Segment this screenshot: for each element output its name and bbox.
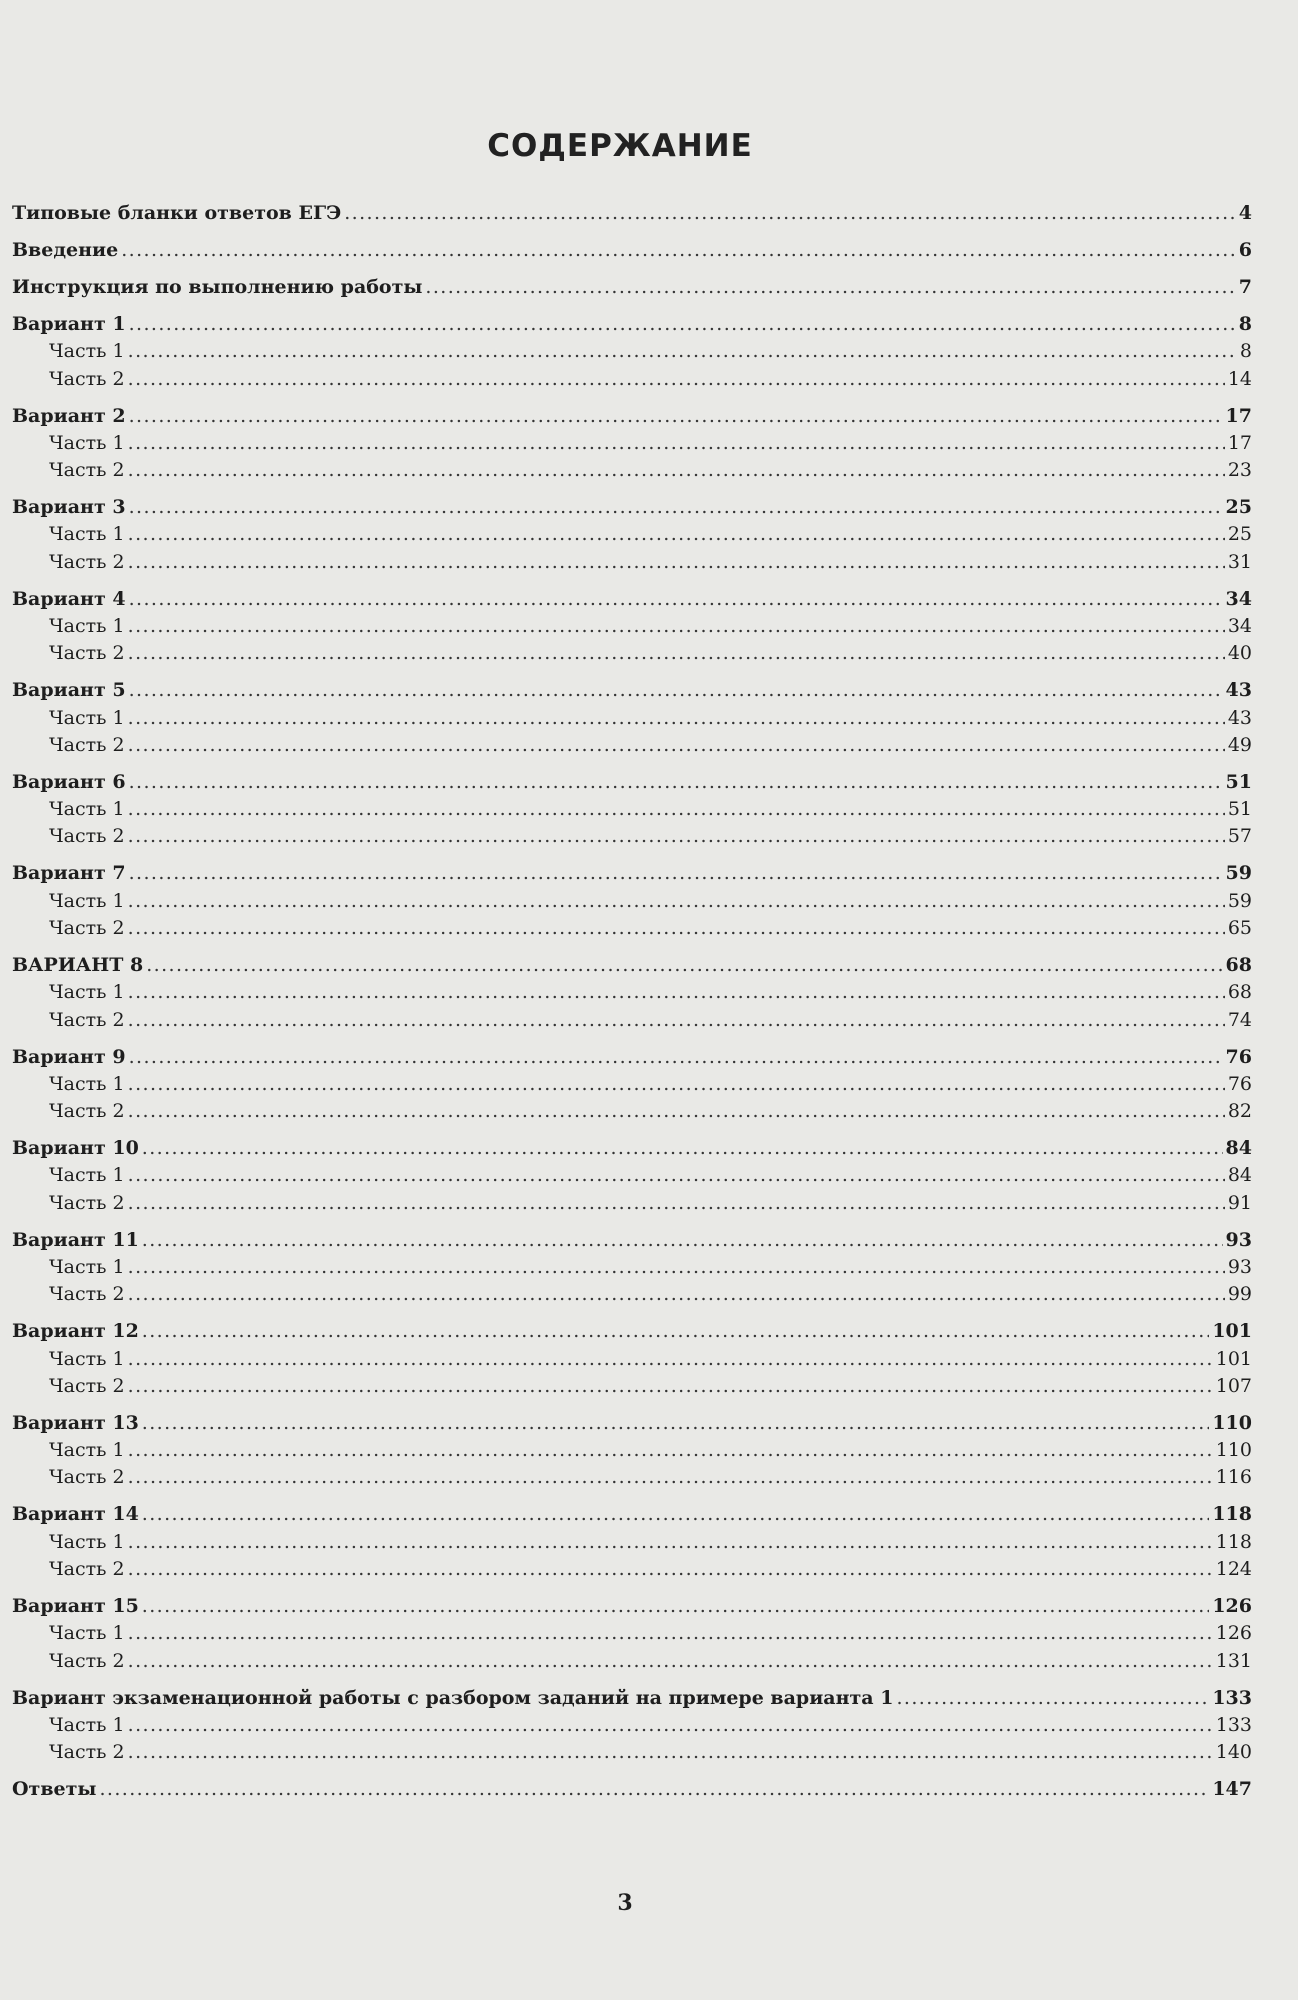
toc-entry-variant — [12, 1593, 1252, 1620]
toc-entry-page: 118 — [1215, 1530, 1252, 1553]
leader-dots — [129, 586, 1223, 613]
toc-entry-page: 133 — [1215, 1713, 1252, 1736]
toc-entry-label: Вариант 4 — [12, 587, 126, 610]
leader-dots — [128, 430, 1225, 457]
toc-entry-label: Часть 2 — [49, 1191, 125, 1214]
toc-entry-page: 118 — [1212, 1503, 1252, 1526]
toc-entry-label: Часть 1 — [49, 889, 125, 912]
toc-entry-part — [12, 888, 1252, 915]
toc-entry-variant — [12, 769, 1252, 796]
toc-entry-part — [12, 1739, 1252, 1766]
toc-entry-page: 51 — [1225, 770, 1252, 793]
leader-dots — [128, 1373, 1213, 1400]
leader-dots — [344, 200, 1236, 227]
leader-dots — [128, 613, 1225, 640]
toc-entry-page: 147 — [1212, 1778, 1252, 1801]
toc-entry-label: Вариант 6 — [12, 770, 126, 793]
toc-entry-page: 126 — [1215, 1622, 1252, 1645]
toc-entry-part — [12, 1529, 1252, 1556]
toc-entry-page: 82 — [1227, 1100, 1252, 1123]
toc-entry-page: 25 — [1227, 523, 1252, 546]
toc-entry-page: 99 — [1227, 1283, 1252, 1306]
leader-dots — [128, 1437, 1213, 1464]
toc-entry-page: 8 — [1238, 312, 1252, 335]
toc-entry-label: Введение — [12, 238, 119, 261]
leader-dots — [129, 311, 1236, 338]
toc-entry-page: 49 — [1227, 733, 1252, 756]
leader-dots — [128, 549, 1225, 576]
leader-dots — [128, 705, 1225, 732]
toc-entry-label: Часть 2 — [49, 1283, 125, 1306]
toc-entry-label: Вариант 14 — [12, 1503, 139, 1526]
toc-entry-page: 6 — [1238, 238, 1252, 261]
toc-entry-part — [12, 732, 1252, 759]
toc-entry-part — [12, 521, 1252, 548]
toc-entry-answers — [12, 1776, 1252, 1803]
leader-dots — [142, 1135, 1223, 1162]
leader-dots — [129, 494, 1223, 521]
toc-entry-label: Часть 2 — [49, 1374, 125, 1397]
leader-dots — [128, 915, 1225, 942]
toc-entry-label: Часть 1 — [49, 431, 125, 454]
leader-dots — [128, 640, 1225, 667]
toc-entry-page: 51 — [1227, 798, 1252, 821]
leader-dots — [128, 732, 1225, 759]
toc-entry-page: 101 — [1215, 1347, 1252, 1370]
leader-dots — [128, 521, 1225, 548]
toc-entry-variant — [12, 403, 1252, 430]
leader-dots — [425, 274, 1235, 301]
toc-entry-page: 43 — [1227, 706, 1252, 729]
toc-entry-part — [12, 1071, 1252, 1098]
toc-entry-label: Ответы — [12, 1778, 97, 1801]
toc-entry-page: 40 — [1227, 642, 1252, 665]
toc-entry-label: Вариант 5 — [12, 679, 126, 702]
toc-entry-label: Часть 1 — [49, 614, 125, 637]
leader-dots — [129, 403, 1223, 430]
toc-entry-page: 43 — [1225, 679, 1252, 702]
leader-dots — [128, 1712, 1213, 1739]
leader-dots — [128, 1620, 1213, 1647]
page-number: 3 — [617, 1890, 633, 1916]
leader-dots — [128, 1190, 1225, 1217]
toc-entry-page: 34 — [1225, 587, 1252, 610]
leader-dots — [142, 1593, 1210, 1620]
leader-dots — [128, 1648, 1213, 1675]
toc-entry-page: 110 — [1215, 1439, 1252, 1462]
toc-entry-page: 140 — [1215, 1741, 1252, 1764]
toc-entry-page: 93 — [1227, 1256, 1252, 1279]
leader-dots — [128, 1464, 1213, 1491]
toc-entry-label: Часть 2 — [49, 1008, 125, 1031]
toc-entry-part — [12, 1556, 1252, 1583]
toc-entry-label: Часть 2 — [49, 1741, 125, 1764]
toc-entry-variant — [12, 1501, 1252, 1528]
toc-entry-label: Вариант 9 — [12, 1045, 126, 1068]
toc-entry-page: 59 — [1225, 862, 1252, 885]
toc-entry-label: Часть 2 — [49, 459, 125, 482]
toc-entry-variant — [12, 1227, 1252, 1254]
toc-entry-page: 84 — [1227, 1164, 1252, 1187]
toc-entry-label: Часть 1 — [49, 981, 125, 1004]
toc-entry-label: Часть 2 — [49, 733, 125, 756]
leader-dots — [128, 1007, 1225, 1034]
toc-entry-part — [12, 1254, 1252, 1281]
toc-entry-page: 31 — [1227, 550, 1252, 573]
toc-entry-page: 133 — [1212, 1686, 1252, 1709]
leader-dots — [128, 1529, 1213, 1556]
toc-entry-label: Часть 2 — [49, 1558, 125, 1581]
toc-entry-label: Вариант 1 — [12, 312, 126, 335]
toc-entry-variant — [12, 1685, 1252, 1712]
toc-entry-part — [12, 430, 1252, 457]
toc-entry-label: Часть 1 — [49, 1439, 125, 1462]
toc-entry-variant — [12, 1410, 1252, 1437]
toc-entry-part — [12, 705, 1252, 732]
toc-entry-page: 4 — [1238, 202, 1252, 224]
toc-entry-variant — [12, 311, 1252, 338]
toc-entry-page: 7 — [1238, 275, 1252, 298]
toc-entry-page: 76 — [1227, 1072, 1252, 1095]
toc-entry-variant — [12, 1135, 1252, 1162]
leader-dots — [128, 1281, 1225, 1308]
toc-entry-variant — [12, 860, 1252, 887]
toc-entry-label: Часть 1 — [49, 1530, 125, 1553]
toc-entry-page: 76 — [1225, 1045, 1252, 1068]
toc-entry-page: 25 — [1225, 496, 1252, 519]
toc-entry-part — [12, 457, 1252, 484]
toc-entry-label: Часть 1 — [49, 1622, 125, 1645]
toc-entry-part — [12, 1464, 1252, 1491]
toc-entry-page: 65 — [1227, 917, 1252, 940]
toc-entry-part — [12, 549, 1252, 576]
leader-dots — [128, 823, 1225, 850]
toc-entry-label: Часть 2 — [49, 917, 125, 940]
toc-variant-list — [12, 311, 1252, 1767]
leader-dots — [142, 1410, 1210, 1437]
leader-dots — [142, 1318, 1210, 1345]
leader-dots — [128, 1739, 1213, 1766]
toc-entry-variant — [12, 1318, 1252, 1345]
toc-entry-page: 107 — [1215, 1374, 1252, 1397]
toc-entry-label: Часть 1 — [49, 1072, 125, 1095]
toc-entry-part — [12, 366, 1252, 393]
toc-entry-page: 34 — [1227, 614, 1252, 637]
toc-entry-variant — [12, 494, 1252, 521]
toc-entry-page: 8 — [1239, 340, 1252, 363]
toc-entry-page: 23 — [1227, 459, 1252, 482]
toc-entry-page: 74 — [1227, 1008, 1252, 1031]
toc-entry-part — [12, 1190, 1252, 1217]
leader-dots — [128, 1254, 1225, 1281]
leader-dots — [128, 1098, 1225, 1125]
leader-dots — [128, 1162, 1225, 1189]
leader-dots — [128, 1556, 1213, 1583]
toc-entry-label: Часть 2 — [49, 550, 125, 573]
toc-entry-label: Вариант 11 — [12, 1228, 139, 1251]
toc-entry-part — [12, 1437, 1252, 1464]
toc-entry-page: 68 — [1225, 954, 1252, 976]
toc-entry-page: 59 — [1227, 889, 1252, 912]
toc-entry-page: 17 — [1227, 431, 1252, 454]
toc-entry-label: Инструкция по выполнению работы — [12, 275, 423, 298]
page-title: СОДЕРЖАНИЕ — [487, 128, 753, 164]
toc-entry-page: 57 — [1227, 825, 1252, 848]
leader-dots — [896, 1685, 1209, 1712]
toc-entry-part — [12, 1098, 1252, 1125]
leader-dots — [146, 952, 1222, 979]
toc-entry-label: Вариант 15 — [12, 1595, 139, 1618]
toc-entry-label: Часть 1 — [49, 1256, 125, 1279]
leader-dots — [99, 1776, 1209, 1803]
leader-dots — [129, 860, 1223, 887]
toc-entry-label: Вариант 10 — [12, 1137, 139, 1160]
table-of-contents — [12, 200, 1252, 1804]
leader-dots — [121, 237, 1236, 264]
toc-entry-label: Часть 1 — [49, 798, 125, 821]
leader-dots — [142, 1227, 1223, 1254]
toc-entry-page: 68 — [1227, 981, 1252, 1004]
toc-entry-label: Часть 2 — [49, 367, 125, 390]
leader-dots — [129, 769, 1223, 796]
toc-entry-label: Часть 1 — [49, 340, 125, 363]
toc-entry-label: Вариант 2 — [12, 404, 126, 427]
toc-entry-answer-forms — [12, 200, 1252, 227]
leader-dots — [128, 1346, 1213, 1373]
toc-entry-part — [12, 1162, 1252, 1189]
toc-entry-page: 91 — [1227, 1191, 1252, 1214]
toc-entry-part — [12, 1712, 1252, 1739]
toc-entry-part — [12, 1281, 1252, 1308]
toc-entry-part — [12, 979, 1252, 1006]
toc-entry-label: Вариант 13 — [12, 1411, 139, 1434]
toc-entry-label: Часть 1 — [49, 523, 125, 546]
toc-entry-introduction — [12, 237, 1252, 264]
toc-entry-part — [12, 1007, 1252, 1034]
leader-dots — [128, 796, 1225, 823]
toc-entry-label: Вариант 12 — [12, 1320, 139, 1343]
toc-entry-label: ВАРИАНТ 8 — [12, 954, 144, 976]
toc-entry-variant — [12, 677, 1252, 704]
leader-dots — [142, 1501, 1210, 1528]
toc-entry-page: 14 — [1227, 367, 1252, 390]
toc-entry-label: Часть 2 — [49, 1466, 125, 1489]
leader-dots — [129, 677, 1223, 704]
toc-entry-part — [12, 823, 1252, 850]
toc-entry-page: 124 — [1215, 1558, 1252, 1581]
toc-entry-page: 110 — [1212, 1411, 1252, 1434]
leader-dots — [128, 888, 1225, 915]
toc-entry-part — [12, 1648, 1252, 1675]
toc-entry-variant — [12, 952, 1252, 979]
toc-entry-label: Часть 1 — [49, 1164, 125, 1187]
toc-entry-part — [12, 1373, 1252, 1400]
toc-entry-variant — [12, 586, 1252, 613]
toc-entry-part — [12, 1620, 1252, 1647]
toc-entry-label: Типовые бланки ответов ЕГЭ — [12, 202, 342, 224]
toc-entry-part — [12, 640, 1252, 667]
leader-dots — [128, 457, 1225, 484]
toc-entry-page: 116 — [1215, 1466, 1252, 1489]
toc-entry-page: 17 — [1225, 404, 1252, 427]
leader-dots — [129, 1044, 1223, 1071]
toc-entry-label: Вариант 3 — [12, 496, 126, 519]
toc-entry-label: Часть 2 — [49, 825, 125, 848]
leader-dots — [128, 338, 1237, 365]
toc-entry-part — [12, 1346, 1252, 1373]
toc-entry-label: Часть 1 — [49, 1713, 125, 1736]
toc-entry-label: Часть 1 — [49, 1347, 125, 1370]
toc-entry-page: 93 — [1225, 1228, 1252, 1251]
toc-entry-label: Вариант 7 — [12, 862, 126, 885]
toc-entry-part — [12, 915, 1252, 942]
leader-dots — [128, 366, 1225, 393]
toc-entry-part — [12, 796, 1252, 823]
toc-entry-part — [12, 338, 1252, 365]
toc-entry-page: 126 — [1212, 1595, 1252, 1618]
toc-entry-variant — [12, 1044, 1252, 1071]
toc-entry-part — [12, 613, 1252, 640]
toc-entry-page: 131 — [1215, 1649, 1252, 1672]
leader-dots — [128, 979, 1225, 1006]
leader-dots — [128, 1071, 1225, 1098]
toc-entry-label: Часть 2 — [49, 1649, 125, 1672]
toc-entry-label: Часть 2 — [49, 1100, 125, 1123]
toc-entry-page: 101 — [1212, 1320, 1252, 1343]
toc-entry-label: Часть 1 — [49, 706, 125, 729]
toc-entry-instructions — [12, 274, 1252, 301]
toc-entry-label: Вариант экзаменационной работы с разбором заданий на примере варианта 1 — [12, 1686, 894, 1709]
toc-entry-label: Часть 2 — [49, 642, 125, 665]
toc-entry-page: 84 — [1225, 1137, 1252, 1160]
